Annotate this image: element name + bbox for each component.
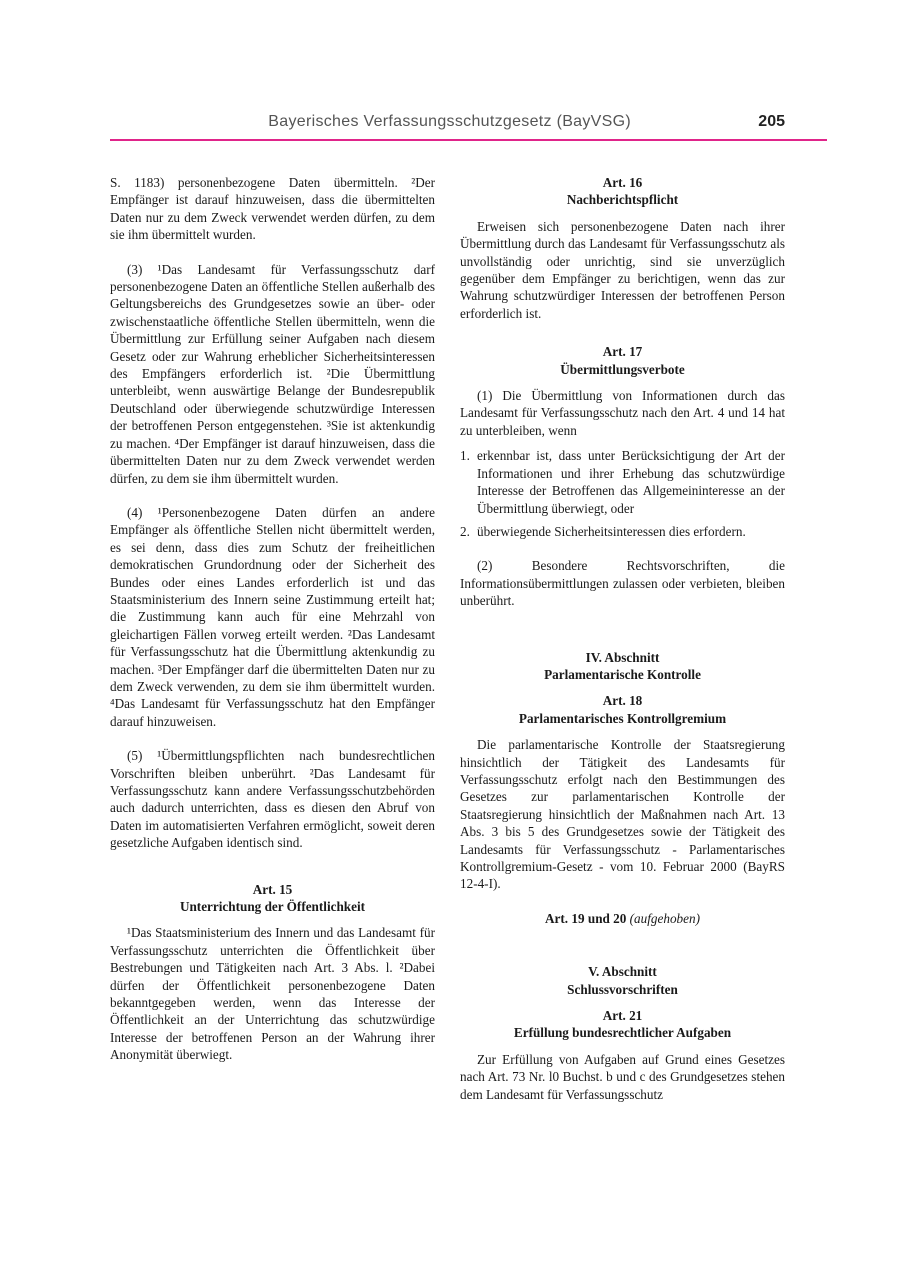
paragraph-continued: S. 1183) personenbezogene Daten übermitteln. ²Der Empfänger ist darauf hinzuweisen, dass die übermittelten Daten nur zu dem Zweck verwendet werden dürfen, zu dem sie ihm übermittelt wurden. [110, 175, 435, 243]
article-19-20-heading [460, 910, 785, 927]
article-18-title: Parlamentarisches Kontrollgremium [518, 710, 727, 726]
section-4-number: IV. Abschnitt [585, 649, 660, 665]
article-16-title: Nachberichtspflicht [566, 192, 679, 208]
article-21-title: Erfüllung bundesrechtlicher Aufgaben [513, 1025, 732, 1041]
list-item-number: 2. [460, 523, 470, 539]
article-18-number: Art. 18 [602, 693, 643, 709]
right-column [460, 174, 785, 1120]
running-header [110, 113, 827, 141]
article-19-20-note: (aufgehoben) [629, 910, 700, 926]
article-17-number: Art. 17 [602, 344, 643, 360]
left-column [110, 174, 435, 1081]
list-item-number: 1. [460, 448, 470, 464]
list-item-text: überwiegende Sicherheitsinteressen dies erfordern. [477, 523, 746, 539]
article-15-title: Unterrichtung der Öffentlichkeit [179, 899, 366, 915]
section-5-title: Schlussvorschriften [567, 981, 678, 997]
paragraph-4: (4) ¹Personenbezogene Daten dürfen an andere Empfänger als öffentliche Stellen nicht übermittelt werden, es sei denn, dass dies zum Schutz der freiheitlichen demokratischen Grundordnung oder der Sicherheit des Bundes oder eines Landes erforderlich ist und das Staatsministerium des Innern seine Zustimmung erteilt hat; die Zustimmung kann auch für eine Mehrzahl von gleichartigen Fällen vorweg erteilt werden. ²Das Landesamt für Verfassungsschutz hat die Übermittlung aktenkundig zu machen. ³Der Empfänger darf die übermittelten Daten nur zu dem Zweck verwenden, zu dem sie ihm übermittelt wurden. ⁴Das Landesamt für Verfassungsschutz hat den Empfänger darauf hinzuweisen. [110, 504, 435, 729]
article-15-text: ¹Das Staatsministerium des Innern und das Landesamt für Verfassungsschutz unterrichten die Öffentlichkeit über Bestrebungen und Tätigkeiten nach Art. 3 Abs. l. ²Dabei dürfen der Öffentlichkeit personenbezogene Daten bekanntgegeben werden, wenn das Interesse der Öffentlichkeit an der Unterrichtung das schutzwürdige Interesse der betroffenen Person an der Wahrung ihrer Anonymität überwiegt. [110, 925, 435, 1063]
article-16-text: Erweisen sich personenbezogene Daten nach ihrer Übermittlung durch das Landesamt für Verfassungsschutz als unvollständig oder unrichtig, sind sie unverzüglich gegenüber dem Empfänger zu berichtigen, wenn das zur Wahrung schutzwürdiger Interessen der betroffenen Person erforderlich ist. [460, 218, 785, 321]
article-17-list [460, 447, 785, 540]
paragraph-3: (3) ¹Das Landesamt für Verfassungsschutz darf personenbezogene Daten an öffentliche Stellen außerhalb des Geltungsbereichs des Grundgesetzes sowie an über- oder zwischenstaatliche öffentliche Stellen übermitteln, wenn die Übermittlung zur Erfüllung seiner Aufgaben nach diesem Gesetz oder zur Wahrung erheblicher Sicherheitsinteressen des Empfängers erforderlich ist. ²Die Übermittlung unterbleibt, wenn auswärtige Belange der Bundesrepublik Deutschland oder überwiegende schutzwürdige Interessen der betroffenen Person entgegenstehen. ³Sie ist aktenkundig zu machen. ⁴Der Empfänger ist darauf hinzuweisen, dass die übermittelten Daten nur zu dem Zweck verwendet werden dürfen, zu dem sie ihm übermittelt wurden. [110, 261, 435, 486]
paragraph-5: (5) ¹Übermittlungspflichten nach bundesrechtlichen Vorschriften bleiben unberührt. ²Das Landesamt für Verfassungsschutz kann andere Verfassungsschutzbehörden auch dadurch unterrichten, dass es diesen den Abruf von Daten im automatisierten Verfahren ermöglicht, soweit deren gesetzliche Aufgaben identisch sind. [110, 748, 435, 851]
article-18-text: Die parlamentarische Kontrolle der Staatsregierung hinsichtlich der Tätigkeit des Landesamts für Verfassungsschutz erfolgt nach den Bestimmungen des Gesetzes zur parlamentarischen Kontrolle der Staatsregierung hinsichtlich der Maßnahmen nach Art. 13 Abs. 3 bis 5 des Grundgesetzes sowie der Tätigkeit des Landesamts für Verfassungsschutz - Parlamentarisches Kontrollgremium-Gesetz - vom 10. Februar 2000 (BayRS 12-4-I). [460, 737, 785, 892]
article-17-paragraph-2: (2) Besondere Rechtsvorschriften, die Informationsübermittlungen zulassen oder verbieten, bleiben unberührt. [460, 558, 785, 609]
article-21-text: Zur Erfüllung von Aufgaben auf Grund eines Gesetzes nach Art. 73 Nr. l0 Buchst. b und c des Grundgesetzes stehen dem Landesamt für Verfassungsschutz [460, 1051, 785, 1102]
section-4-title: Parlamentarische Kontrolle [544, 666, 701, 682]
list-item-text: erkennbar ist, dass unter Berücksichtigung der Art der Informationen und ihrer Erhebung das schutzwürdige Interesse der Betroffenen das Allgemeininteresse an der Übermittlung überwiegt, oder [477, 448, 785, 516]
article-16-number: Art. 16 [602, 175, 643, 190]
article-19-20-number: Art. 19 und 20 [545, 910, 627, 926]
article-15-number: Art. 15 [252, 881, 293, 897]
article-17-paragraph-1: (1) Die Übermittlung von Informationen durch das Landesamt für Verfassungsschutz nach den Art. 4 und 14 hat zu unterbleiben, wenn [460, 388, 785, 438]
page-number: 205 [758, 113, 785, 130]
article-17-title: Übermittlungsverbote [560, 361, 685, 377]
article-21-number: Art. 21 [602, 1008, 643, 1024]
list-item [460, 523, 785, 540]
list-item [460, 447, 785, 517]
section-5-number: V. Abschnitt [588, 964, 657, 980]
header-title: Bayerisches Verfassungsschutzgesetz (BayVSG) [268, 113, 631, 130]
